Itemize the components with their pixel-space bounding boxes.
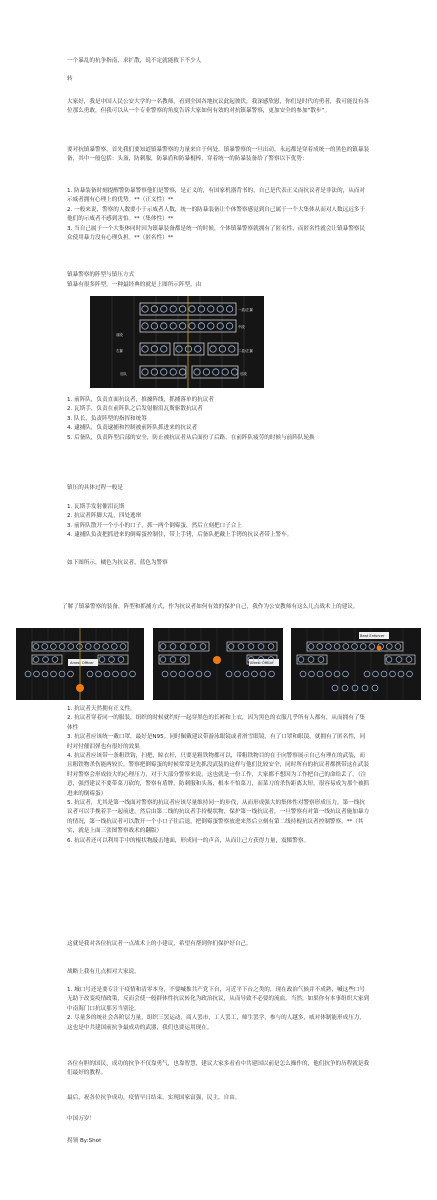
credit-line: 拐领 By:Shot (67, 1138, 102, 1144)
figure-note: 如下图所示，橘色为抗议者，蓝色为警察 (67, 560, 168, 566)
repost-marker: 转 (67, 76, 73, 82)
slogan: 中国万岁！ (67, 1116, 95, 1122)
advantage-item: 2. 一般来说，警察的人数要小于示威者人数，统一的防暴装备让个体警察感觉到自己属于一个大集体从而对人数远远多于他们的示威者不感到害怕。**（集体性）** (67, 206, 365, 223)
closing-advice: 各位有胆的国民，成功的抗争不仅靠勇气，也靠智慧，建议大家多看看中共建国以前是怎么操作的，他们抗争的历程就是我们最好的教程。 (67, 1061, 370, 1077)
formation-label: 中段 (238, 325, 245, 329)
process-item: 4. 逮捕队负责把抓进来的倒霉蛋控制住，带上手铐，后备队把戴上手铐的抗议者带上警车。 (67, 532, 293, 539)
formation-label: 二盾/左翼 (238, 349, 253, 353)
protester-marker (76, 684, 84, 692)
panel-label: Arrest Officer (70, 661, 94, 665)
role-item: 5. 后备队，负责阵型后部的安全，防止被抗议者从后面扮了后路，在前阵队疲劳的时候与前阵队轮换 (67, 434, 315, 441)
tactics-intro: 了解了镇暴警察的装备，阵型和抓捕方式，作为抗议者如何有效的保护自己，我作为公安教师有这么几点战术上的建议。 (62, 604, 359, 610)
role-item: 4. 逮捕队，负责逮捕和控制被前阵队抓进来的抗议者 (67, 425, 198, 432)
tactic-panel (16, 628, 144, 700)
tactic-item: 3. 抗议者应该统一戴口罩，最好是N95。同时佩戴建议带游泳眼镜或者滑雪眼镜，有了口罩和眼镜，就拥有了匿名性，同时对付催泪弹也有很好的效果 (67, 734, 366, 750)
intro-paragraph: 大家好，我是中国人民公安大学的一名教师，看到全国各地抗议此起彼伏，我深感欣慰，你们是时代的勇者，我可能没有各位那么勇敢，但我可以从一个专业警察的角度告诉大家如何有效的对抗镇暴警察，更加安全的参加“散步”。 (67, 99, 370, 115)
strategy-heading: 战略上我有几点相对大家说， (67, 969, 140, 975)
closing-wish: 最后，祝各位抗争成功，疫情早日结束，实现国家富强，民主，自由。 (67, 1095, 241, 1101)
formation-label: 前段 (116, 333, 123, 337)
tactics-list (67, 705, 370, 846)
advantage-item: 1. 防暴装备时刻提醒警防暴警察他们是警察，是正义的，有国家机器背书的，自己是代表正义而抗议者是非法的，从而对示威者拥有心理上的优势。**（正义性）** (67, 188, 365, 204)
tactic-item: 4. 抗议者应该带一条粗铁钩，扫把，晾衣杆，只要是粗铁物都可以，带粗铁物目的在于向警察展示自己有理在的武装，而且粗铁物杀伤能两较长，警察把倒霉蛋的时候常常是先抓没武装的这样与他们比较安全，同时所有的抗议者都携带这在武装时对警察会形成较大的心理压力，对于大部分警察来说，这也就是一份工作，大家都不想因为工作把自己的命给丢了。（注意，强烈建议不要带菜刀砍的，警察有盾牌，防刺服和头盔，根本不怕菜刀，而菜刀的杀伤距离太短，很容易成为那个被抓进来的倒霉蛋） (67, 753, 370, 797)
tactic-item: 5. 抗议者，尤其是第一线面对警察的抗议者应该尽量维持同一的步伐，从而形成强大的集体性对警察形成压力，第一线抗议者可以手挽着手一起前进，然后由第二线的抗议者手持棍状物，保护第一线抗议者，一旦警察有对第一线抗议者施加暴力的情况，第一线抗议者可以散开一个小口子往后退，把倒霉蛋警察放进来然后立刻有第二线持棍抗议者控制警察。**（其实，就是上面三张图警察战术的翻版） (67, 800, 370, 835)
formation-diagram (90, 296, 264, 388)
closing-note: 这就是我对各位抗议者一点战术上的小建议，希望有帮到你们保护好自己。 (67, 941, 252, 947)
intro-line: 一个暴乱的抗争指南，求扩散，说不定就能救下不少人 (67, 58, 202, 64)
process-item: 2. 抗议者阵脚大乱，四处逃窜 (67, 513, 142, 520)
strategy-list (67, 986, 370, 1033)
tactic-item: 6. 抗议者还可以利用手中的棍状物敲击地面，形成同一的声音，从而让己方获得力量，震慑警察。 (67, 837, 310, 844)
tactic-panel (153, 628, 283, 700)
strategy-item: 1. 城口号还是要专注于疫情和清零本身，不要喊推共产党下台，习近平下台之类的，现在政治气候并不成熟，喊这些口号无助于改变疫情政策，反而会使一般群体性抗议转化为政治抗议，从而导致不必要的流血。当然，如果你有本事组织大家到中南海门口抗议那另当别论。 (67, 987, 370, 1012)
formation-label: 右翼 (116, 349, 123, 353)
equipment-paragraph: 要对抗镇暴警察，首先我们要知道镇暴警察的力量来自于何处。镇暴警察的一旦出动，永远都是穿着成统一的黑色的镇暴装备，其中一般包括：头盔，防刺服，防暴盾和防暴棍棒，穿着统一的防暴装备给了警察以下优势： (67, 147, 370, 163)
roles-list (67, 396, 370, 443)
formation-label: 一盾/左翼 (238, 308, 253, 312)
formation-label: 后队 (120, 372, 127, 376)
protester-marker (377, 646, 382, 651)
strategy-item: 2. 尽量多的统社会各阶层力量，组织三罢运动，商人罢市，工人罢工，师生罢学，参与的人越多，威对体制能形成压力，这也是中共建国前抗争最成功的武器，我们也要运用现在。 (67, 1015, 365, 1031)
tactic-item: 2. 抗议者穿着同一的服装，组织的时候就约好一起穿黑色的长裤和上衣，因为黑色的衣服几乎所有人都有，从而拥有了集体性 (67, 715, 365, 731)
panel-label: Arrest Officer (250, 661, 274, 665)
role-item: 2. 瓦斯手，负责在前阵队之后发射催泪瓦斯驱散抗议者 (67, 406, 203, 413)
process-heading: 镇压的具体过程一般是 (67, 485, 123, 491)
tactic-item: 1. 抗议者天然拥有正义性。 (67, 706, 136, 712)
role-item: 3. 队长，负责阵型的指挥和统筹 (67, 415, 147, 422)
panel-label: Beat Enforcer (360, 634, 385, 638)
formation-heading: 镇暴警察的阵型与镇压方式 (67, 272, 135, 278)
formation-intro: 镇暴有很多阵型，一种最经典的就是上图所示阵型，由 (67, 282, 202, 288)
advantage-item: 3. 当自己属于一个大集体同时因为镇暴装备都是统一的时候，个体镇暴警察就拥有了匿名性，而匿名性就会让镇暴警察民众使用暴力没有心理负担。**（匿名性）** (67, 225, 365, 242)
role-item: 1. 前阵队，负责直面抗议者，推搡阵线，抓捕落单的抗议者 (67, 397, 214, 403)
process-item: 1. 瓦斯手发射催泪瓦斯 (67, 504, 125, 510)
process-list (67, 503, 370, 541)
formation-label: 后段 (240, 372, 247, 376)
tactic-panel (291, 628, 421, 700)
protester-marker (213, 656, 221, 664)
process-item: 3. 前阵队散开一个小小的口子，抓一两个倒霉蛋，然后立刻把口子合上 (67, 522, 242, 529)
advantages-list (67, 187, 370, 243)
